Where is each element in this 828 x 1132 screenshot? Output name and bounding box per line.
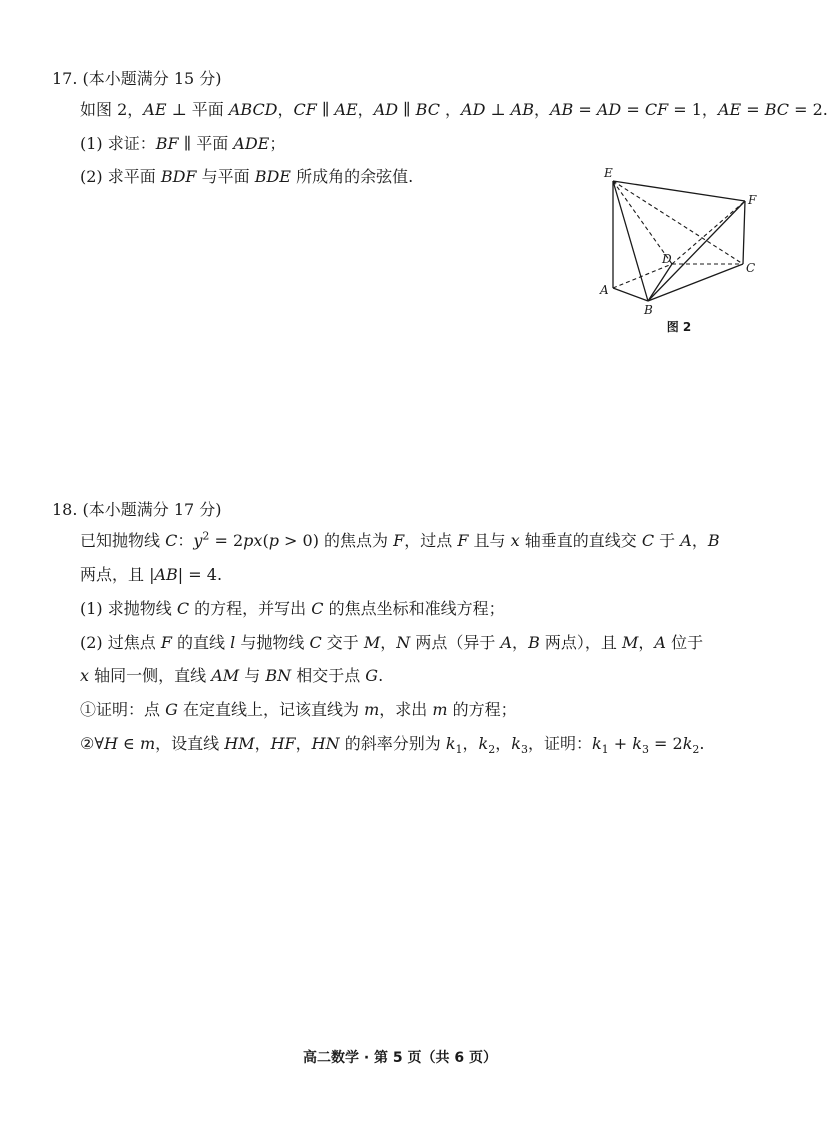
- q18-sub2-text-1: H: [104, 734, 118, 753]
- q18-intro1-text-7: (: [262, 531, 269, 550]
- q18-part2a-text-18: 位于: [665, 633, 704, 652]
- q18-part2a-text-16: ，: [638, 633, 655, 652]
- q18-part2b-text-4: BN: [265, 666, 292, 685]
- q18-sub2-text-28: .: [699, 734, 705, 753]
- q18-sub1-text-6: 的方程；: [447, 700, 517, 719]
- q18-intro-line2: [80, 564, 222, 586]
- q18-part1-text-3: C: [311, 599, 324, 618]
- q18-sub2-text-24: 3: [641, 743, 649, 757]
- q18-part2a-text-1: F: [160, 633, 172, 652]
- q17-intro-text-7: AE: [334, 100, 358, 119]
- q17-intro-text-24: =: [741, 100, 765, 119]
- q18-part2b-text-5: 相交于点: [291, 666, 366, 685]
- q17-part1-text-2: ∥ 平面: [178, 134, 234, 153]
- q18-intro1-text-4: 2: [202, 529, 210, 543]
- q18-sub1-text-2: 在定直线上，记该直线为: [177, 700, 365, 719]
- q18-part2a-text-7: M: [363, 633, 381, 652]
- q18-part2a-text-12: ，: [512, 633, 529, 652]
- edge-EB: [613, 181, 648, 301]
- q18-sub2-text-14: k: [478, 734, 489, 753]
- q18-part2b-text-1: 轴同一侧，直线: [89, 666, 212, 685]
- q18-sub2-text-26: k: [682, 734, 693, 753]
- q17-part2: [80, 166, 413, 188]
- q17-part1-text-0: (1) 求证：: [80, 134, 156, 153]
- q18-sub2-text-0: ②∀: [80, 734, 104, 753]
- q18-intro1-text-0: 已知抛物线: [80, 531, 166, 550]
- page-footer: 高二数学 · 第 5 页（共 6 页）: [302, 1050, 498, 1066]
- q17-part1: [80, 133, 285, 155]
- q18-intro1-text-9: > 0) 的焦点为: [278, 531, 394, 550]
- q18-intro1-text-18: A: [680, 531, 692, 550]
- q18-sub2-text-2: ∈: [117, 734, 140, 753]
- q17-intro-text-12: ，: [439, 100, 462, 119]
- q18-intro1-text-14: x: [510, 531, 520, 550]
- label-F: F: [748, 193, 757, 207]
- q17-intro-text-4: ，: [277, 100, 294, 119]
- q18-part2a-text-15: M: [622, 633, 639, 652]
- q18-sub1-text-5: m: [432, 700, 448, 719]
- q17-intro-text-11: BC: [415, 100, 440, 119]
- q18-intro1-text-2: ：: [177, 531, 194, 550]
- q18-part1-text-4: 的焦点坐标和准线方程；: [323, 599, 505, 618]
- q17-part2-text-0: (2) 求平面: [80, 167, 161, 186]
- q17-intro-text-13: AD: [461, 100, 486, 119]
- q18-sub1-text-3: m: [364, 700, 380, 719]
- q18-part2a-text-17: A: [654, 633, 666, 652]
- q17-intro-text-19: AD: [596, 100, 622, 119]
- q17-intro: [80, 99, 828, 121]
- q17-intro-text-21: CF: [644, 100, 669, 119]
- q18-part2b-text-6: G: [365, 666, 379, 685]
- q18-header: 18. (本小题满分 17 分): [52, 500, 222, 519]
- q18-part2-line1: [80, 632, 703, 654]
- q17-part2-text-1: BDF: [160, 167, 197, 186]
- q17-part1-text-1: BF: [155, 134, 179, 153]
- q18-sub2-text-15: 2: [488, 743, 496, 757]
- q18-sub2-text-16: ，: [495, 734, 512, 753]
- q18-part1-text-1: C: [176, 599, 190, 618]
- q18-part2a-text-0: (2) 过焦点: [80, 633, 161, 652]
- label-C: C: [746, 261, 756, 275]
- q17-intro-text-3: ABCD: [228, 100, 278, 119]
- q18-part2a-text-9: N: [396, 633, 411, 652]
- q18-intro-line1: [80, 530, 720, 552]
- q17-header: 17. (本小题满分 15 分): [52, 69, 222, 88]
- q17-intro-text-22: = 1，: [668, 100, 718, 119]
- label-B: B: [644, 303, 653, 317]
- q18-sub2: [80, 733, 705, 755]
- q18-sub1-text-4: ，求出: [379, 700, 433, 719]
- q18-intro1-text-1: C: [165, 531, 178, 550]
- q18-sub2-text-25: = 2: [648, 734, 683, 753]
- q17-intro-text-14: ⊥: [485, 100, 511, 119]
- q18-intro1-text-17: 于: [654, 531, 681, 550]
- q18-intro2-text-1: AB: [154, 565, 178, 584]
- q18-intro1-text-3: y: [193, 531, 203, 550]
- q18-part2a-text-8: ，: [380, 633, 397, 652]
- q18-part2a-text-5: C: [309, 633, 322, 652]
- q17-intro-text-16: ，: [533, 100, 550, 119]
- q18-part2a-text-13: B: [528, 633, 540, 652]
- q18-sub2-text-21: 1: [601, 743, 609, 757]
- q17-intro-text-20: =: [621, 100, 645, 119]
- q18-intro1-text-8: p: [268, 531, 279, 550]
- q18-intro1-text-5: = 2: [209, 531, 244, 550]
- q18-sub2-text-22: +: [608, 734, 633, 753]
- q18-intro1-text-6: px: [243, 531, 263, 550]
- q18-intro1-text-13: 且与: [468, 531, 511, 550]
- q17-intro-text-5: CF: [293, 100, 317, 119]
- q18-intro1-text-16: C: [641, 531, 655, 550]
- q17-intro-text-25: BC: [764, 100, 790, 119]
- q17-intro-text-6: ∥: [316, 100, 335, 119]
- label-D: D: [662, 252, 672, 266]
- q18-sub2-text-7: HF: [270, 734, 296, 753]
- q18-intro1-text-12: F: [457, 531, 469, 550]
- q18-part1-text-0: (1) 求抛物线: [80, 599, 177, 618]
- q18-intro1-text-15: 轴垂直的直线交: [519, 531, 642, 550]
- edge-FC: [743, 201, 745, 264]
- geometry-figure: [596, 160, 766, 340]
- q17-intro-text-17: AB: [549, 100, 574, 119]
- figure-caption: 图 2: [666, 320, 692, 334]
- q18-part2a-text-14: 两点），且: [539, 633, 623, 652]
- figure-2: [596, 160, 766, 340]
- q17-intro-text-15: AB: [510, 100, 534, 119]
- q18-part2a-text-6: 交于: [321, 633, 364, 652]
- q18-sub2-text-5: HM: [224, 734, 255, 753]
- q18-part2a-text-3: l: [230, 633, 236, 652]
- q17-intro-text-23: AE: [717, 100, 742, 119]
- q18-part2b-text-7: .: [378, 666, 384, 685]
- q17-intro-text-26: = 2.: [789, 100, 828, 119]
- q18-sub2-text-20: k: [591, 734, 602, 753]
- q18-sub2-text-17: k: [511, 734, 521, 753]
- q18-sub2-text-3: m: [139, 734, 156, 753]
- q18-part2a-text-11: A: [500, 633, 513, 652]
- label-A: A: [600, 283, 609, 297]
- edge-DF: [672, 201, 745, 264]
- edge-BD: [648, 264, 672, 301]
- q17-part1-text-3: ADE: [233, 134, 270, 153]
- q18-sub2-text-27: 2: [692, 743, 700, 757]
- q18-part2b-text-0: x: [80, 666, 90, 685]
- q18-sub2-text-8: ，: [295, 734, 312, 753]
- edge-EF: [613, 181, 745, 201]
- q18-part1-text-2: 的方程，并写出: [189, 599, 312, 618]
- q17-part2-text-4: 所成角的余弦值.: [290, 167, 414, 186]
- q17-intro-text-2: ⊥ 平面: [166, 100, 229, 119]
- q17-intro-text-9: AD: [373, 100, 399, 119]
- q18-sub2-text-6: ，: [254, 734, 271, 753]
- edge-BC: [648, 264, 743, 301]
- label-E: E: [604, 166, 613, 180]
- q18-intro2-text-0: 两点，且 |: [80, 565, 155, 584]
- q18-part2-line2: [80, 665, 383, 687]
- q17-intro-text-10: ∥: [398, 100, 416, 119]
- q18-part1: [80, 598, 505, 620]
- q18-part2a-text-10: 两点（异于: [410, 633, 501, 652]
- q18-part2b-text-2: AM: [211, 666, 240, 685]
- edge-AB: [613, 288, 648, 301]
- q18-sub2-text-4: ，设直线: [155, 734, 225, 753]
- q17-intro-text-1: AE: [143, 100, 167, 119]
- q17-part1-text-4: ；: [269, 134, 286, 153]
- q18-sub2-text-18: 3: [520, 743, 528, 757]
- q18-part2a-text-4: 与抛物线: [235, 633, 310, 652]
- q18-intro2-text-2: | = 4.: [177, 565, 223, 584]
- q18-intro1-text-11: ，过点: [404, 531, 458, 550]
- q18-intro1-text-10: F: [393, 531, 405, 550]
- q17-part2-text-2: 与平面: [196, 167, 255, 186]
- q17-part2-text-3: BDE: [254, 167, 291, 186]
- q18-sub1-text-1: G: [165, 700, 178, 719]
- q18-sub2-text-19: ，证明：: [527, 734, 592, 753]
- q17-intro-text-0: 如图 2，: [80, 100, 144, 119]
- q18-sub1-text-0: ①证明：点: [80, 700, 166, 719]
- q18-part2a-text-2: 的直线: [171, 633, 231, 652]
- q18-sub2-text-9: HN: [311, 734, 340, 753]
- q18-sub1: [80, 699, 517, 721]
- q18-part2b-text-3: 与: [239, 666, 266, 685]
- q18-sub2-text-12: 1: [455, 743, 463, 757]
- q18-sub2-text-10: 的斜率分别为: [339, 734, 446, 753]
- q18-intro1-text-19: ，: [691, 531, 708, 550]
- q17-intro-text-8: ，: [357, 100, 374, 119]
- q18-sub2-text-23: k: [632, 734, 642, 753]
- q18-intro1-text-20: B: [707, 531, 720, 550]
- q17-intro-text-18: =: [573, 100, 597, 119]
- q18-sub2-text-13: ，: [462, 734, 479, 753]
- q18-sub2-text-11: k: [445, 734, 456, 753]
